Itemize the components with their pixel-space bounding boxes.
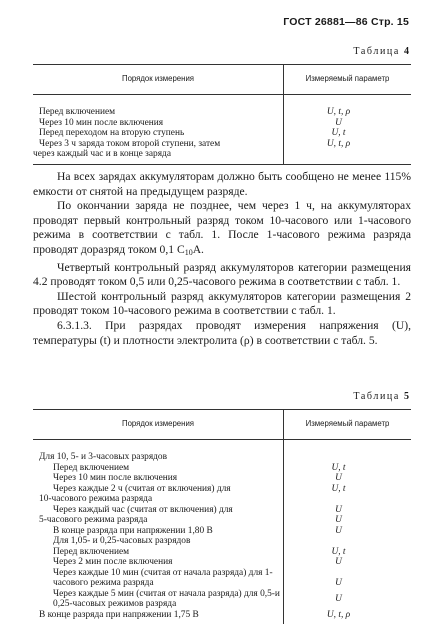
row-param (284, 494, 412, 505)
row-text: Через каждые 2 ч (считая от включения) для (33, 484, 284, 495)
row-text: Перед включением (33, 95, 284, 118)
table-row (33, 473, 411, 484)
paragraph-tail: А. (192, 242, 204, 256)
row-param: U (335, 525, 342, 536)
row-text: Через 10 мин после включения (33, 473, 284, 484)
table-row (33, 139, 411, 150)
row-text: Через 3 ч заряда током второй ступени, затем (33, 139, 284, 150)
table-row (33, 494, 411, 505)
row-text: Через 10 мин после включения (33, 118, 284, 129)
row-text: через каждый час и в конце заряда (33, 149, 284, 164)
row-param: U, t (331, 546, 346, 557)
table-row (33, 128, 411, 139)
row-param: U, t, ρ (326, 609, 351, 620)
table5-col1-header: Порядок измерения (33, 410, 284, 440)
table4-caption (353, 46, 409, 57)
body-text (33, 170, 411, 348)
table5-number: 5 (404, 391, 409, 402)
table-row (33, 536, 411, 547)
table-row (33, 610, 411, 625)
row-text: Перед переходом на вторую ступень (33, 128, 284, 139)
row-param: U (335, 557, 342, 567)
row-param: U (335, 473, 342, 483)
paragraph: Шестой контрольный разряд аккумуляторов категории размещения 2 проводят током 10-часового режима в соответствии с табл. 1. (33, 289, 411, 318)
table4-number: 4 (404, 46, 409, 57)
table-row (33, 568, 411, 589)
table4-title: Таблица (353, 46, 400, 57)
table-row (33, 440, 411, 463)
row-text: Для 1,05- и 0,25-часовых разрядов (33, 536, 284, 547)
paragraph (33, 199, 411, 260)
row-param: U, t (331, 483, 346, 494)
table-row (33, 463, 411, 474)
table5-col2-header: Измеряемый параметр (284, 410, 412, 440)
row-param (284, 440, 412, 463)
paragraph-text: По окончании заряда не позднее, чем через 1 ч, на аккумуляторах проводят первый контрольный разряд током 10-часового или 1-часового режима в соответствии с табл. 1. После 1-часового режима разряда проводят доразряд током 0,1 C (33, 199, 411, 256)
table-row (33, 547, 411, 558)
row-param: U (335, 504, 342, 515)
table-row (33, 149, 411, 164)
row-text: Через каждые 10 мин (считая от начала разряда) для 1-часового режима разряда (33, 568, 284, 589)
table-row (33, 515, 411, 526)
table-row (33, 557, 411, 568)
table-4 (33, 64, 411, 165)
paragraph: На всех зарядах аккумуляторам должно быть сообщено не менее 115% емкости от снятой на предыдущем разряде. (33, 170, 411, 198)
row-text: В конце разряда при напряжении 1,75 В (33, 610, 284, 625)
table5-caption (353, 391, 409, 402)
row-param: U (335, 117, 342, 128)
table-row (33, 95, 411, 118)
table-row (33, 589, 411, 610)
table-row (33, 505, 411, 516)
row-text: 10-часового режима разряда (33, 494, 284, 505)
row-param: U (335, 593, 342, 604)
row-param (284, 536, 412, 547)
table-5 (33, 409, 411, 624)
row-param (284, 149, 412, 164)
table-row (33, 118, 411, 129)
table5-title: Таблица (353, 391, 400, 402)
row-text: Через каждый час (считая от включения) для (33, 505, 284, 516)
row-param: U (335, 578, 342, 588)
table4-col1-header: Порядок измерения (33, 65, 284, 95)
table4-col2-header: Измеряемый параметр (284, 65, 412, 95)
row-text: Для 10, 5- и 3-часовых разрядов (33, 440, 284, 463)
paragraph: Четвертый контрольный разряд аккумуляторов категории размещения 4.2 проводят током 0,5 или 0,25-часового режима в соответствии с табл. 1. (33, 260, 411, 289)
row-param: U, t, ρ (326, 107, 351, 117)
subscript: 10 (184, 247, 193, 257)
table-row (33, 484, 411, 495)
row-text: Через каждые 5 мин (считая от начала разряда) для 0,5-и 0,25-часовых режимов разряда (33, 589, 284, 610)
table-row (33, 526, 411, 537)
paragraph: 6.3.1.3. При разрядах проводят измерения напряжения (U), температуры (t) и плотности электролита (ρ) в соответствии с табл. 5. (33, 318, 411, 347)
row-text: Перед включением (33, 463, 284, 474)
row-text: Перед включением (33, 547, 284, 558)
row-text: В конце разряда при напряжении 1,80 В (33, 526, 284, 537)
row-text: Через 2 мин после включения (33, 557, 284, 568)
row-param: U (335, 515, 342, 525)
row-param: U, t (331, 462, 346, 473)
row-param: U, t, ρ (326, 138, 351, 149)
page-header: ГОСТ 26881—86 Стр. 15 (283, 16, 409, 28)
row-text: 5-часового режима разряда (33, 515, 284, 526)
row-param: U, t (331, 128, 346, 138)
